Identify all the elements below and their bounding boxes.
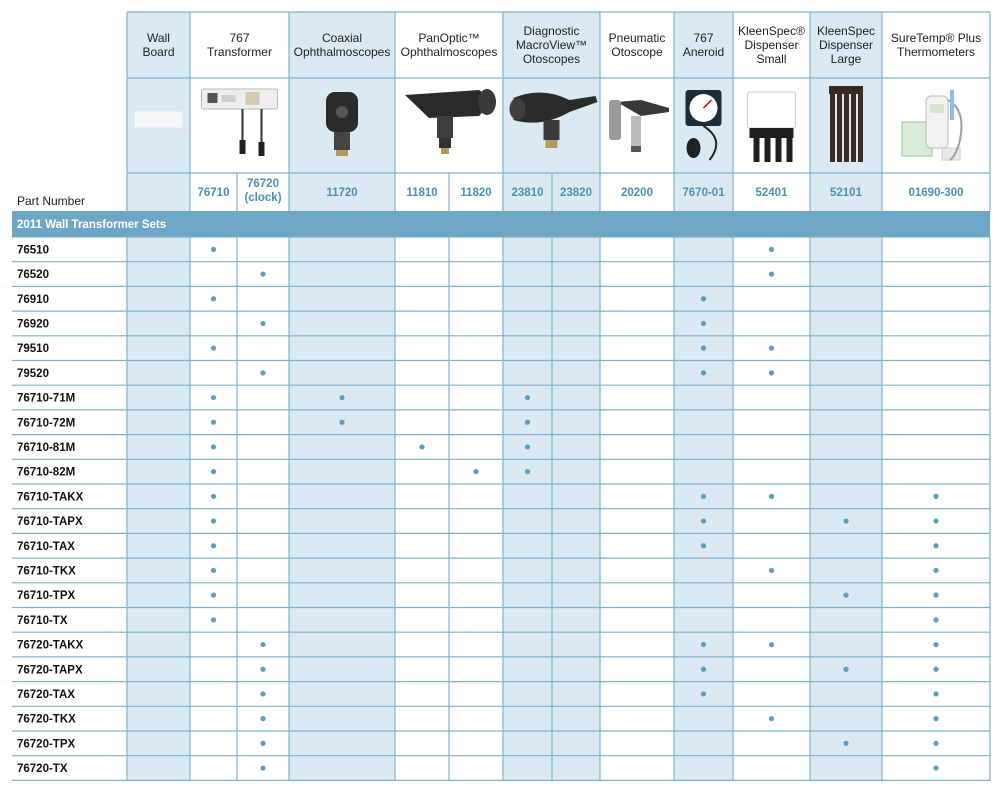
compatibility-dot (933, 568, 938, 573)
row-part-number: 76910 (17, 293, 49, 306)
compatibility-dot (769, 271, 774, 276)
compatibility-dot (260, 765, 265, 770)
compatibility-dot (701, 370, 706, 375)
compatibility-dot (933, 518, 938, 523)
column-title-wallboard: Board (142, 45, 175, 59)
compatibility-dot (769, 247, 774, 252)
row-part-number: 76710-TAKX (17, 491, 84, 504)
compatibility-dot (769, 716, 774, 721)
row-part-number: 76710-TX (17, 614, 68, 627)
compatibility-dot (933, 543, 938, 548)
compatibility-dot (260, 370, 265, 375)
compatibility-dot (211, 420, 216, 425)
compatibility-dot (260, 321, 265, 326)
column-title-kleenspec_small: Dispenser (744, 38, 799, 52)
column-title-kleenspec_large: KleenSpec (816, 24, 876, 38)
row-part-number: 76710-TPX (17, 590, 76, 603)
column-title-panoptic: Ophthalmoscopes (400, 45, 498, 59)
row-part-number: 76720-TPX (17, 738, 76, 751)
compatibility-dot (701, 667, 706, 672)
part-number-2: (clock) (244, 192, 282, 204)
compatibility-dot (933, 617, 938, 622)
column-title-kleenspec_small: Small (756, 52, 787, 66)
compatibility-dot (260, 667, 265, 672)
compatibility-dot (525, 469, 530, 474)
row-part-number: 76710-82M (17, 466, 76, 479)
part-number-4: 11810 (406, 187, 438, 199)
compatibility-dot (211, 444, 216, 449)
compatibility-dot (769, 568, 774, 573)
compatibility-dot (211, 296, 216, 301)
row-part-number: 79520 (17, 367, 49, 380)
compatibility-dot (769, 494, 774, 499)
compatibility-dot (525, 420, 530, 425)
part-number-label: Part Number (17, 194, 86, 208)
compatibility-dot (769, 346, 774, 351)
column-title-suretemp: Thermometers (896, 45, 976, 59)
row-part-number: 76720-TAKX (17, 639, 84, 652)
column-title-transformer: Transformer (207, 45, 272, 59)
transformer-icon (202, 89, 278, 156)
row-part-number: 76720-TKX (17, 713, 76, 726)
part-number-9: 7670-01 (682, 187, 725, 199)
compatibility-dot (843, 518, 848, 523)
compatibility-dot (933, 765, 938, 770)
compatibility-dot (933, 593, 938, 598)
compatibility-dot (843, 667, 848, 672)
compatibility-dot (701, 321, 706, 326)
compatibility-dot (843, 593, 848, 598)
column-title-suretemp: SureTemp® Plus (890, 31, 982, 45)
compatibility-dot (211, 518, 216, 523)
part-number-5: 11820 (460, 187, 492, 199)
row-part-number: 76720-TAX (17, 688, 75, 701)
column-title-coaxial: Ophthalmoscopes (293, 45, 391, 59)
row-part-number: 76710-81M (17, 441, 76, 454)
compatibility-dot (701, 518, 706, 523)
compatibility-dot (260, 271, 265, 276)
row-part-number: 76710-TAPX (17, 516, 83, 529)
compatibility-dot (933, 741, 938, 746)
compatibility-dot (933, 667, 938, 672)
compatibility-dot (701, 346, 706, 351)
compatibility-dot (260, 642, 265, 647)
compatibility-dot (211, 346, 216, 351)
row-part-number: 76710-TKX (17, 565, 76, 578)
compatibility-dot (701, 642, 706, 647)
compatibility-dot (701, 494, 706, 499)
compatibility-dot (211, 469, 216, 474)
compatibility-dot (211, 543, 216, 548)
compatibility-dot (211, 568, 216, 573)
compatibility-dot (701, 296, 706, 301)
column-title-panoptic: PanOptic™ (418, 31, 480, 45)
compatibility-dot (339, 420, 344, 425)
row-part-number: 76710-72M (17, 417, 76, 430)
part-number-1: 76710 (197, 187, 230, 199)
column-title-kleenspec_small: KleenSpec® (738, 24, 805, 38)
column-title-pneumatic: Pneumatic (608, 31, 666, 45)
row-part-number: 76720-TAPX (17, 664, 83, 677)
suretemp-thermometer-icon (902, 90, 962, 160)
compatibility-dot (260, 741, 265, 746)
row-part-number: 76520 (17, 269, 49, 282)
column-title-transformer: 767 (229, 31, 250, 45)
column-title-aneroid: Aneroid (682, 45, 725, 59)
part-number-6: 23810 (511, 187, 544, 199)
compatibility-dot (525, 444, 530, 449)
wall-board-icon (135, 111, 183, 128)
column-title-coaxial: Coaxial (321, 31, 363, 45)
column-title-aneroid: 767 (693, 31, 714, 45)
part-number-2: 76720 (247, 178, 279, 190)
compatibility-dot (701, 543, 706, 548)
row-part-number: 76920 (17, 318, 49, 331)
compatibility-dot (339, 395, 344, 400)
compatibility-dot (933, 716, 938, 721)
compatibility-dot (211, 395, 216, 400)
compatibility-dot (211, 617, 216, 622)
compatibility-dot (473, 469, 478, 474)
column-title-kleenspec_large: Dispenser (818, 38, 874, 52)
column-title-macroview: MacroView™ (515, 38, 588, 52)
part-number-8: 20200 (621, 187, 653, 199)
part-number-12: 01690-300 (908, 187, 964, 199)
row-part-number: 76720-TX (17, 763, 68, 776)
column-title-wallboard: Wall (147, 31, 170, 45)
compatibility-dot (260, 691, 265, 696)
compatibility-dot (701, 691, 706, 696)
compatibility-dot (211, 494, 216, 499)
part-number-3: 11720 (326, 187, 358, 199)
row-part-number: 79510 (17, 343, 49, 356)
row-part-number: 76510 (17, 244, 49, 257)
part-number-11: 52101 (830, 187, 862, 199)
compatibility-dot (933, 494, 938, 499)
compatibility-dot (525, 395, 530, 400)
column-title-pneumatic: Otoscope (611, 45, 663, 59)
compatibility-dot (933, 691, 938, 696)
compatibility-dot (933, 642, 938, 647)
compatibility-dot (769, 370, 774, 375)
row-part-number: 76710-71M (17, 392, 76, 405)
section-title: 2011 Wall Transformer Sets (17, 219, 167, 231)
column-title-macroview: Otoscopes (522, 52, 581, 66)
row-part-number: 76710-TAX (17, 540, 75, 553)
pneumatic-otoscope-icon (609, 100, 669, 152)
panoptic-ophthalmoscope-icon (405, 89, 496, 154)
compatibility-dot (260, 716, 265, 721)
compatibility-dot (211, 247, 216, 252)
compatibility-dot (211, 593, 216, 598)
compatibility-dot (419, 444, 424, 449)
compatibility-dot (769, 642, 774, 647)
part-number-7: 23820 (560, 187, 592, 199)
compatibility-dot (843, 741, 848, 746)
part-number-10: 52401 (755, 187, 788, 199)
column-title-macroview: Diagnostic (523, 24, 580, 38)
column-title-kleenspec_large: Large (830, 52, 862, 66)
kleenspec-small-icon (748, 92, 796, 162)
